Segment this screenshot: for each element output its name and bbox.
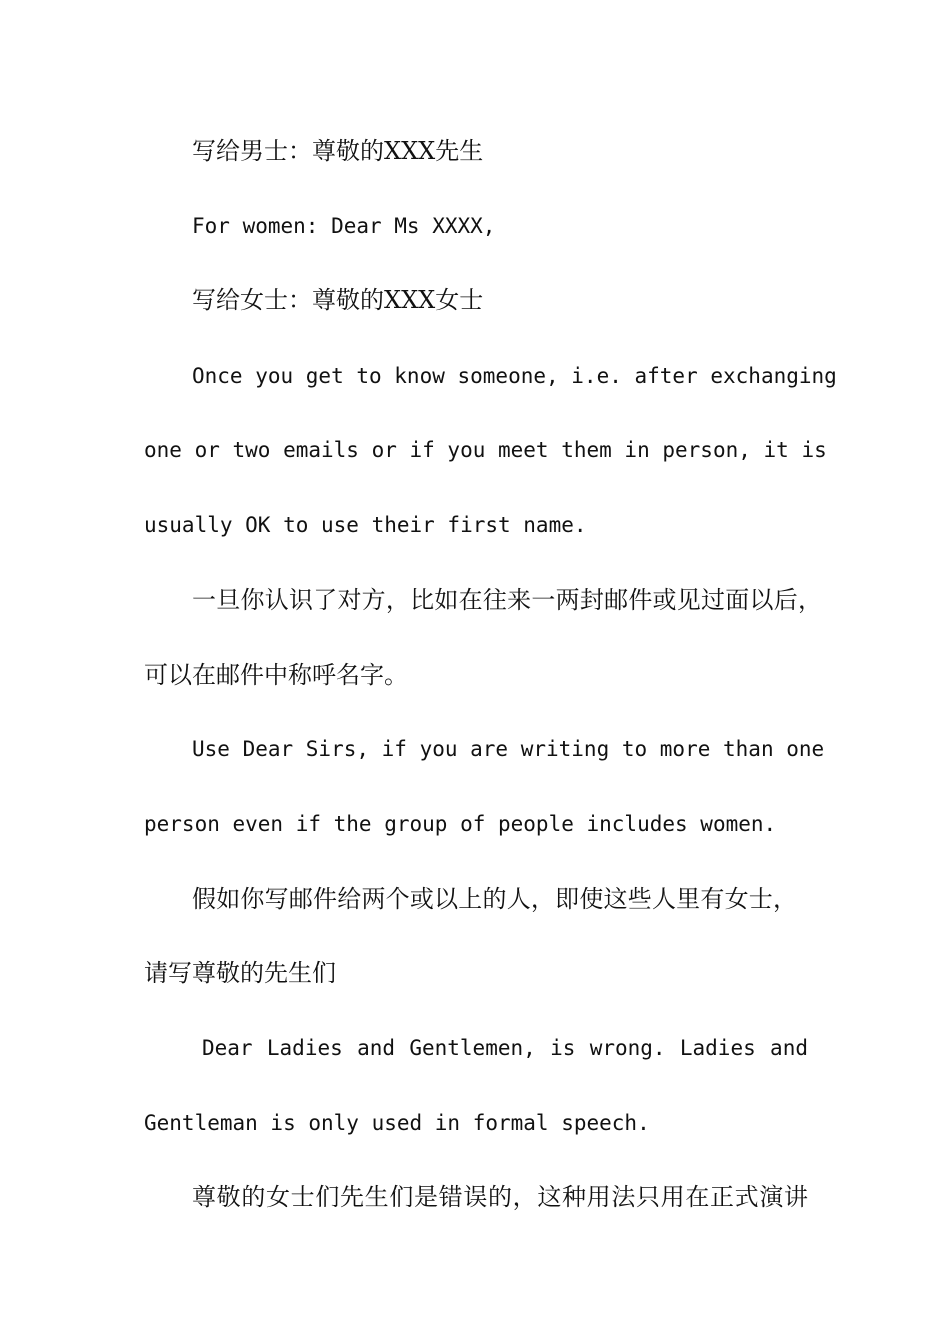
text-line: 写给男士：尊敬的XXX先生: [192, 137, 484, 165]
text-line: Use Dear Sirs, if you are writing to more than one: [192, 737, 825, 761]
text-line: 请写尊敬的先生们: [144, 959, 336, 987]
text-line: 写给女士：尊敬的XXX女士: [192, 286, 484, 314]
text-line: usually OK to use their first name.: [144, 513, 587, 537]
text-line: Once you get to know someone, i.e. after exchanging: [192, 364, 837, 388]
text-line: person even if the group of people includes women.: [144, 812, 777, 836]
text-line: one or two emails or if you meet them in person, it is: [144, 438, 827, 462]
text-line: Gentleman is only used in formal speech.: [144, 1111, 650, 1135]
text-line: 尊敬的女士们先生们是错误的，这种用法只用在正式演讲: [192, 1183, 808, 1211]
text-line: For women: Dear Ms XXXX,: [192, 214, 496, 238]
text-line: 可以在邮件中称呼名字。: [144, 661, 408, 689]
text-line: Dear Ladies and Gentlemen, is wrong. Ladies and: [202, 1036, 808, 1060]
text-line: 假如你写邮件给两个或以上的人，即使这些人里有女士，: [192, 885, 797, 913]
text-line: 一旦你认识了对方，比如在往来一两封邮件或见过面以后，: [192, 586, 822, 614]
